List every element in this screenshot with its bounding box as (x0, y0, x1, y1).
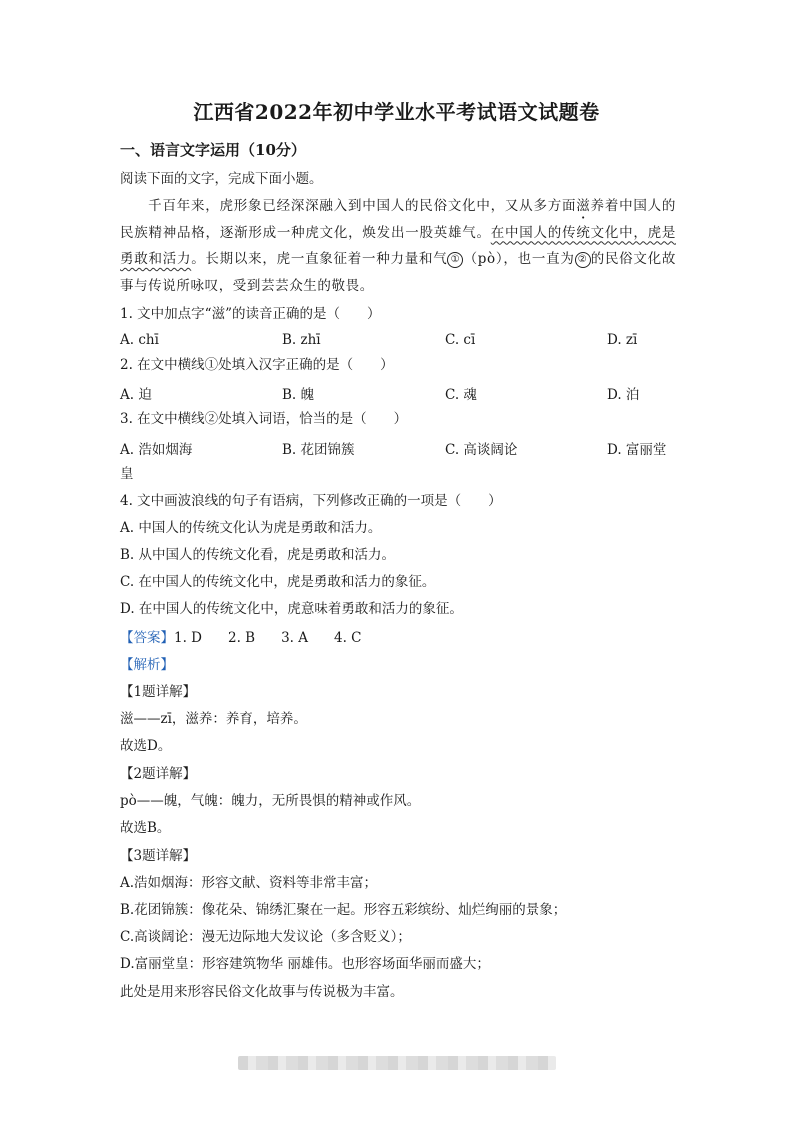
answer-row (120, 629, 362, 647)
question-1-stem: 1. 文中加点字“滋”的读音正确的是（ ） (120, 306, 381, 322)
blank-marker-1: ① (447, 252, 463, 268)
answer-3: 3. A (281, 630, 309, 646)
exam-title: 江西省2022年初中学业水平考试语文试题卷 (193, 100, 600, 124)
detail-3-line-3: C.高谈阔论：漫无边际地大发议论（多含贬义）； (120, 929, 411, 945)
question-4-stem: 4. 文中画波浪线的句子有语病，下列修改正确的一项是（ ） (120, 493, 502, 509)
detail-1-line-2: 故选D。 (120, 738, 172, 754)
passage-text-5: 的民俗文化故事与传说所咏叹，受到芸芸众生的敬畏。 (120, 251, 676, 294)
question-4-option-c[interactable]: C. 在中国人的传统文化中，虎是勇敢和活力的象征。 (120, 574, 436, 590)
question-1-option-d[interactable]: D. zī (607, 332, 638, 348)
question-2-option-b[interactable]: B. 魄 (282, 387, 315, 403)
answer-1: 1. D (174, 630, 202, 646)
question-2-option-d[interactable]: D. 泊 (607, 387, 640, 403)
question-2-option-a[interactable]: A. 迫 (120, 387, 152, 403)
reading-passage (120, 193, 676, 299)
question-1-option-a[interactable]: A. chī (120, 332, 159, 348)
detail-2-line-2: 故选B。 (120, 820, 171, 836)
question-4-option-d[interactable]: D. 在中国人的传统文化中，虎意味着勇敢和活力的象征。 (120, 601, 463, 617)
question-1-option-b[interactable]: B. zhī (282, 332, 321, 348)
passage-text-1: 千百年来，虎形象已经深深融入到中国人的民俗文化中，又从多方面 (148, 198, 577, 214)
detail-2-line-1: pò——魄，气魄：魄力，无所畏惧的精神或作风。 (120, 793, 421, 809)
passage-text-3: 。长期以来，虎一直象征着一种力量和气 (191, 251, 448, 267)
wavy-underlined-sentence: 在中国人的传统文化中，虎是勇敢和活力 (120, 224, 676, 267)
question-1-option-c[interactable]: C. cī (445, 332, 476, 348)
analysis-label: 【解析】 (120, 657, 174, 673)
detail-1-line-1: 滋——zī，滋养：养育，培养。 (120, 711, 307, 727)
question-2-option-c[interactable]: C. 魂 (445, 387, 477, 403)
question-3-option-c[interactable]: C. 高谈阔论 (445, 442, 518, 458)
detail-2-heading: 【2题详解】 (120, 766, 197, 782)
question-3-option-d-wrap: 皇 (120, 466, 134, 482)
question-3-option-a[interactable]: A. 浩如烟海 (120, 442, 193, 458)
question-3-stem: 3. 在文中横线②处填入词语，恰当的是（ ） (120, 411, 408, 427)
blank-marker-2: ② (575, 252, 591, 268)
passage-text-2: 养着中国人的民族精神品格，逐渐形成一种虎文化，焕发出一股英雄气。 (120, 198, 676, 241)
answer-label: 【答案】 (120, 630, 174, 646)
blurred-footer-watermark (238, 1056, 556, 1070)
section-heading: 一、语言文字运用（10分） (120, 141, 306, 159)
answer-2: 2. B (228, 630, 256, 646)
answer-4: 4. C (334, 630, 362, 646)
question-3-option-b[interactable]: B. 花团锦簇 (282, 442, 355, 458)
question-2-stem: 2. 在文中横线①处填入汉字正确的是（ ） (120, 357, 394, 373)
question-4-option-b[interactable]: B. 从中国人的传统文化看，虎是勇敢和活力。 (120, 547, 396, 563)
detail-1-heading: 【1题详解】 (120, 684, 197, 700)
question-4-option-a[interactable]: A. 中国人的传统文化认为虎是勇敢和活力。 (120, 520, 382, 536)
detail-3-heading: 【3题详解】 (120, 848, 197, 864)
passage-text-4: （pò），也一直为 (463, 251, 575, 267)
question-3-option-d[interactable]: D. 富丽堂 (607, 442, 667, 458)
dotted-character: 滋 (576, 198, 591, 214)
detail-3-line-5: 此处是用来形容民俗文化故事与传说极为丰富。 (120, 984, 404, 1000)
detail-3-line-1: A.浩如烟海：形容文献、资料等非常丰富； (120, 875, 378, 891)
detail-3-line-4: D.富丽堂皇：形容建筑物华 丽雄伟。也形容场面华丽而盛大； (120, 956, 490, 972)
detail-3-line-2: B.花团锦簇：像花朵、锦绣汇聚在一起。形容五彩缤纷、灿烂绚丽的景象； (120, 902, 567, 918)
reading-instruction: 阅读下面的文字，完成下面小题。 (120, 171, 323, 187)
